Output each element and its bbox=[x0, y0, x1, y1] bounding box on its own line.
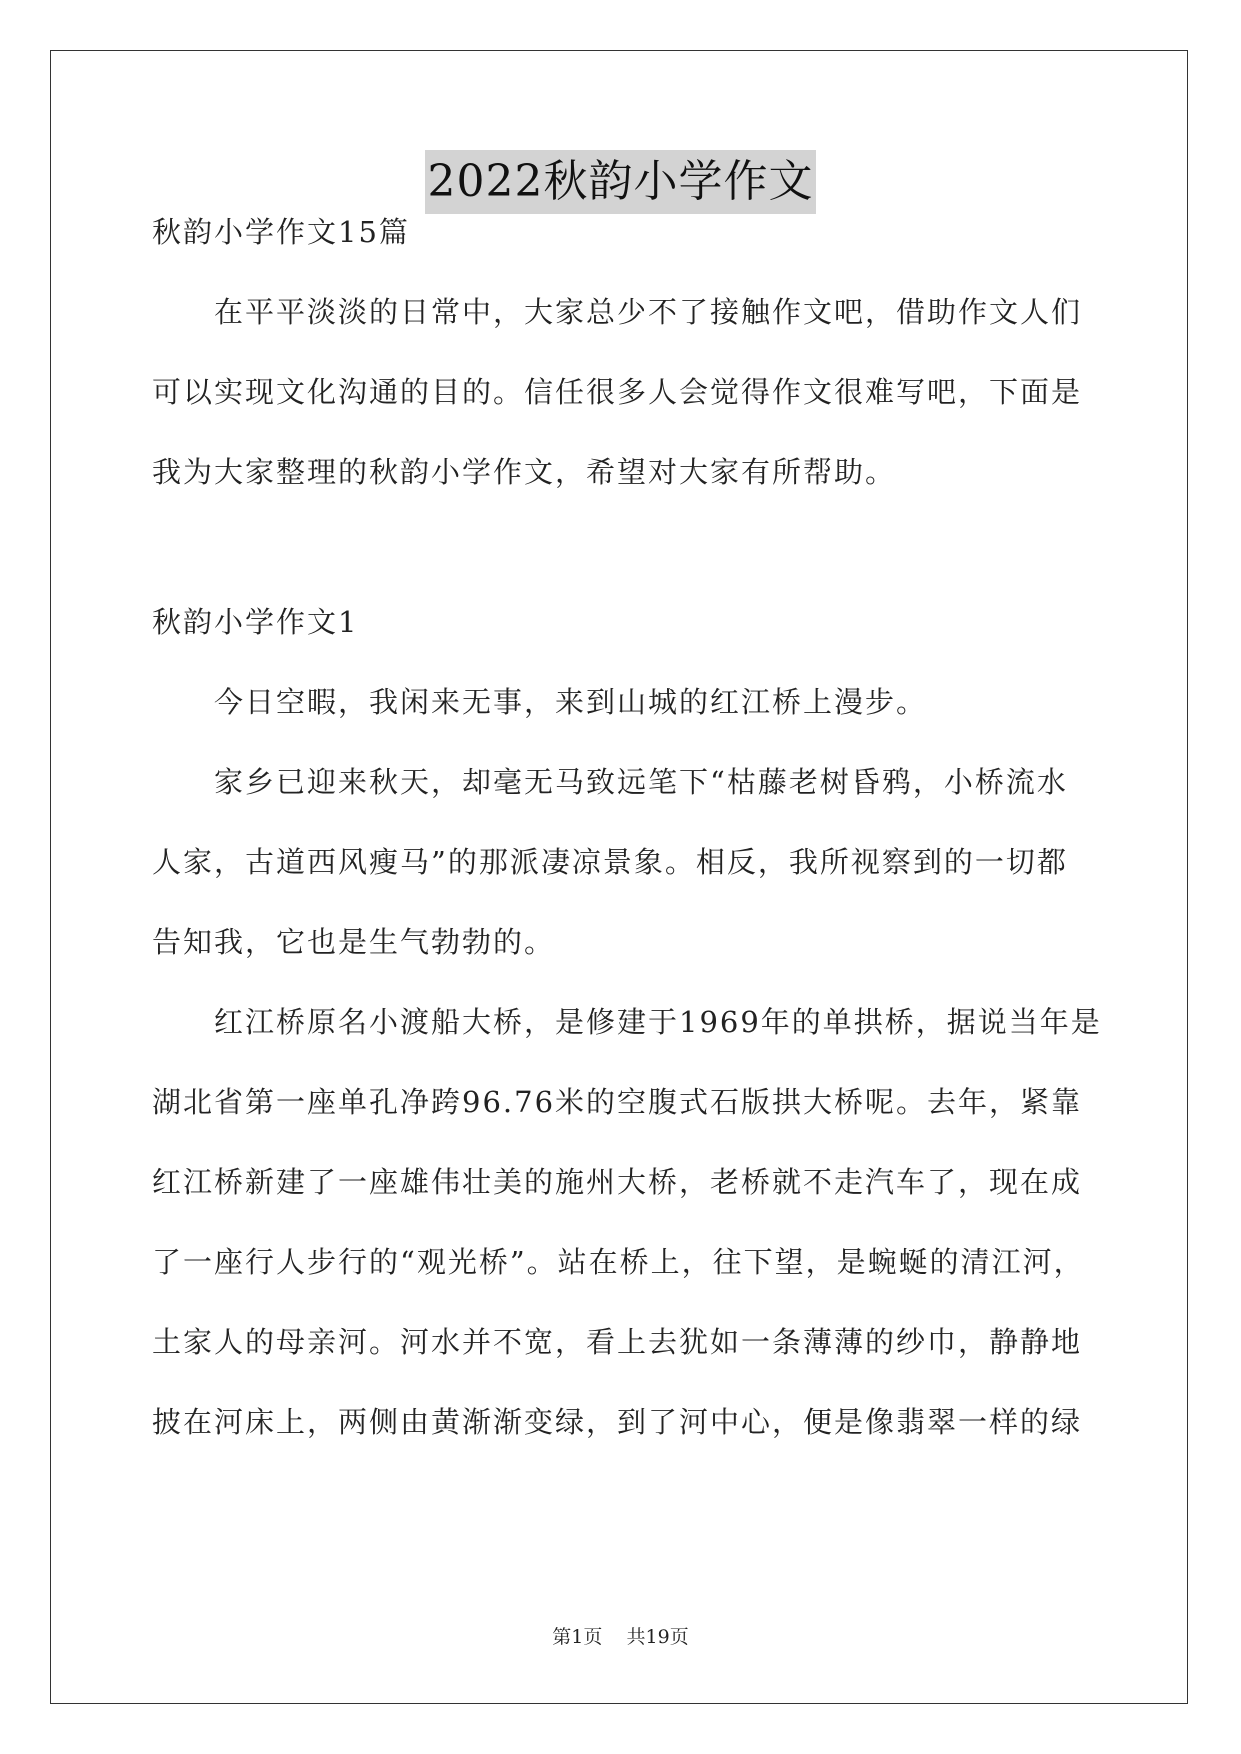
intro-line: 在平平淡淡的日常中，大家总少不了接触作文吧，借助作文人们 bbox=[214, 295, 1083, 329]
essay-section bbox=[152, 582, 1102, 1462]
page-number: 第1页 bbox=[552, 1626, 603, 1648]
paragraph-line: 红江桥原名小渡船大桥，是修建于1969年的单拱桥，据说当年是 bbox=[214, 1005, 1102, 1039]
paragraph-line: 家乡已迎来秋天，却毫无马致远笔下“枯藤老树昏鸦，小桥流水 bbox=[214, 765, 1068, 799]
page-total: 共19页 bbox=[626, 1626, 689, 1648]
document-title: 2022秋韵小学作文 bbox=[425, 150, 817, 214]
page-footer bbox=[0, 1622, 1241, 1649]
intro-line: 可以实现文化沟通的目的。信任很多人会觉得作文很难写吧，下面是 bbox=[152, 375, 1083, 409]
section-heading: 秋韵小学作文1 bbox=[152, 605, 359, 639]
paragraph-line: 今日空暇，我闲来无事，来到山城的红江桥上漫步。 bbox=[214, 685, 928, 719]
paragraph-line: 红江桥新建了一座雄伟壮美的施州大桥，老桥就不走汽车了，现在成 bbox=[152, 1165, 1083, 1199]
subtitle: 秋韵小学作文15篇 bbox=[152, 215, 410, 249]
paragraph-line: 了一座行人步行的“观光桥”。站在桥上，往下望，是蜿蜒的清江河， bbox=[152, 1245, 1085, 1279]
intro-line: 我为大家整理的秋韵小学作文，希望对大家有所帮助。 bbox=[152, 455, 897, 489]
paragraph-line: 告知我，它也是生气勃勃的。 bbox=[152, 925, 556, 959]
paragraph-line: 披在河床上，两侧由黄渐渐变绿，到了河中心，便是像翡翠一样的绿 bbox=[152, 1405, 1083, 1439]
paragraph-line: 土家人的母亲河。河水并不宽，看上去犹如一条薄薄的纱巾，静静地 bbox=[152, 1325, 1083, 1359]
paragraph-line: 湖北省第一座单孔净跨96.76米的空腹式石版拱大桥呢。去年，紧靠 bbox=[152, 1085, 1083, 1119]
paragraph-line: 人家，古道西风瘦马”的那派凄凉景象。相反，我所视察到的一切都 bbox=[152, 845, 1068, 879]
document-body bbox=[152, 192, 1092, 512]
